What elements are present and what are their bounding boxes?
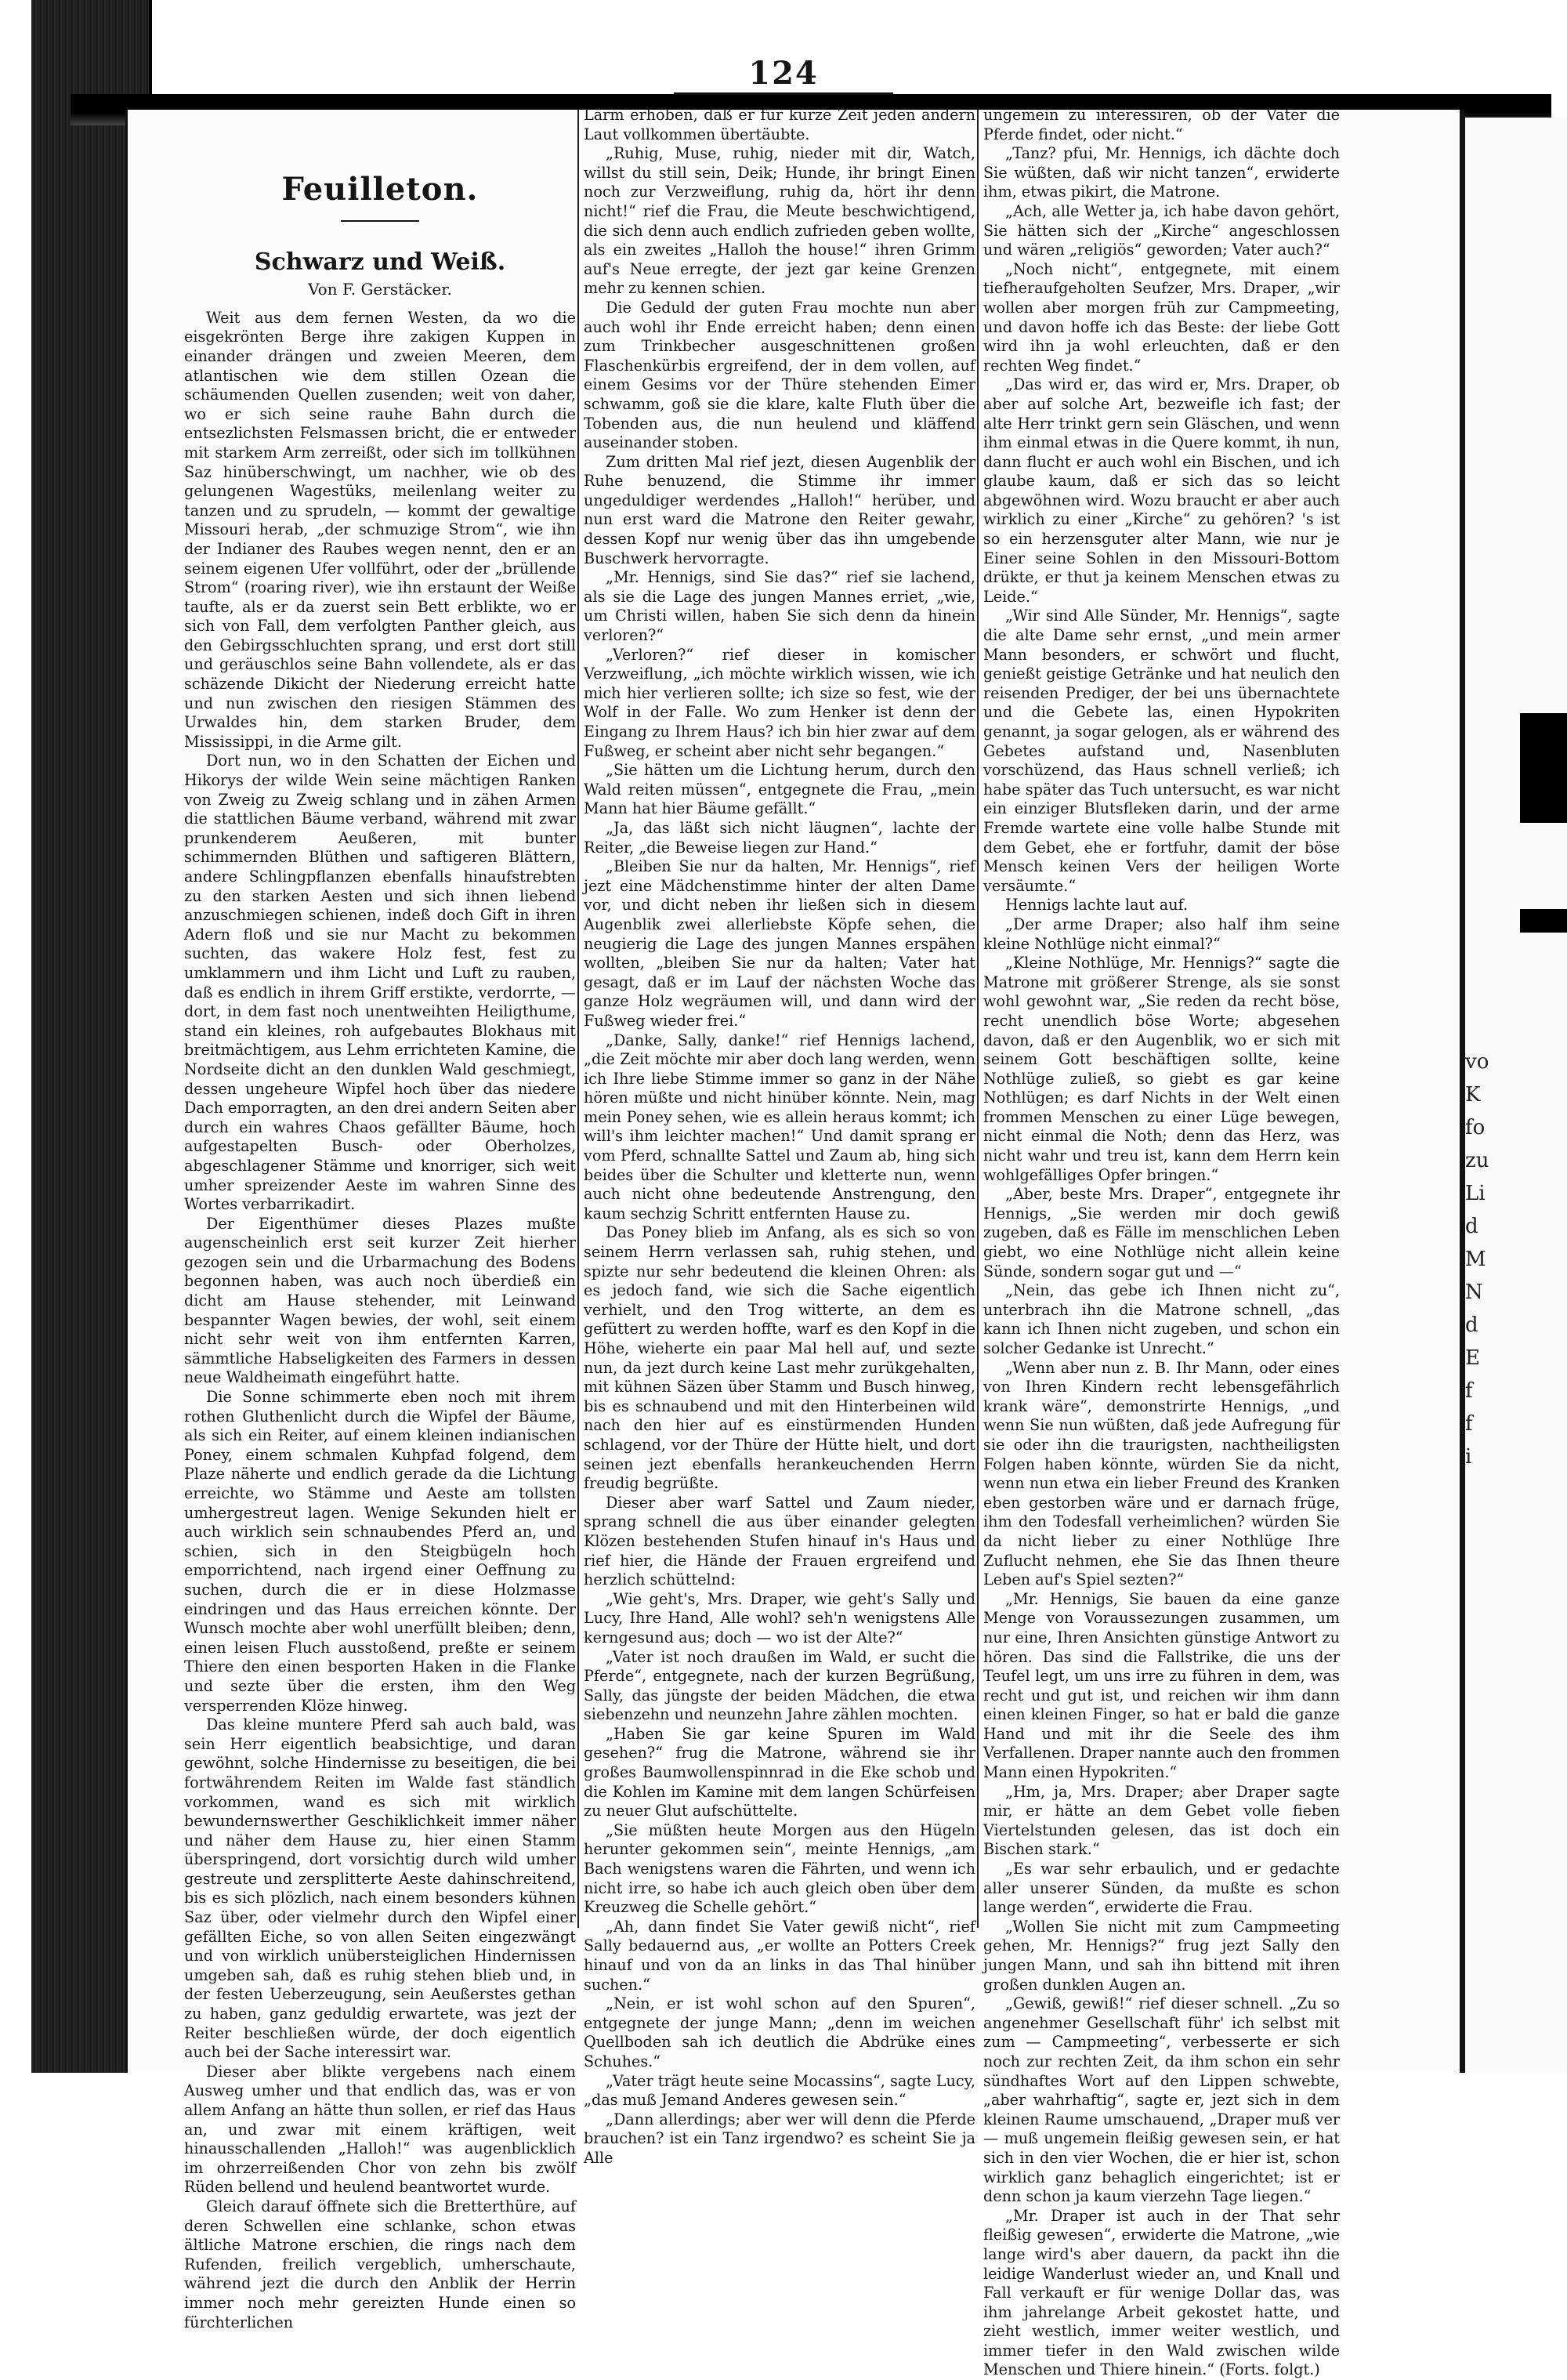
paragraph: „Das wird er, das wird er, Mrs. Draper, ob aber auf solche Art, bezweifle ich fast; der alte Herr trinkt gern sein Gläschen, und wenn ihm einmal etwas in die Quere kommt, ih nun, dann flucht er auch wohl ein Bischen, und ich glaube kaum, daß er sich das so leicht abgewöhnen wird. Wozu braucht er aber auch wirklich zu einer „Kirche“ zu gehören? 's ist so ein herzensguter alter Mann, wie nur je Einer seine Sohlen in den Missouri-Bottom drükte, er thut ja keinem Menschen etwas zu Leide.“ xyxy=(983,375,1340,606)
paragraph: Weit aus dem fernen Westen, da wo die eisgekrönten Berge ihre zakigen Kuppen in einander drängen und zweien Meeren, dem atlantischen wie dem stillen Ozean die schäumenden Quellen zusenden; weit von daher, wo er sich seine rauhe Bahn durch die entsezlichsten Felsmassen bricht, die er entweder mit starkem Arm zerreißt, oder sich im tollkühnen Saz hinüberschwingt, um nachher, wie ob des gelungenen Wagestüks, meilenlang weiter zu tanzen und zu sprudeln, — kommt der gewaltige Missouri herab, „der schmuzige Strom“, wie ihn der Indianer des Raubes wegen nennt, den er an seinem eigenen Ufer vollführt, oder der „brüllende Strom“ (roaring river), wie ihn erstaunt der Weiße taufte, als er da zuerst sein Bett erblikte, wo er sich von Fall, dem verfolgten Panther gleich, aus den Gebirgsschluchten sprang, und erst dort still und geräuschlos seine Bahn vollendete, als er das schäzende Dikicht der Niederung erreicht hatte und nun zwischen den riesigen Stämmen des Urwaldes hin, dem starken Bruder, dem Mississippi, in die Arme gilt. xyxy=(184,308,576,751)
adjacent-page-fragment: zu xyxy=(1465,1149,1489,1172)
paragraph: „Mr. Draper ist auch in der That sehr fleißig gewesen“, erwiderte die Matrone, „wie lange wird's aber dauern, da packt ihn die leidige Wanderlust wieder an, und Knall und Fall verkauft er für wenige Dollar das, was ihm jahrelange Arbeit gekostet hatte, und zieht westlich, immer weiter westlich, und immer tiefer in den Wald zwischen wilde Menschen und Thiere hinein.“ (Forts. folgt.) xyxy=(983,2206,1340,2379)
adjacent-page-rule xyxy=(1520,909,1567,933)
paragraph: Dort nun, wo in den Schatten der Eichen und Hikorys der wilde Wein seine mächtigen Ranken von Zweig zu Zweig schlang und in zähen Armen die stattlichen Bäume verband, während mit zwar prunkenderem Aeußeren, mit bunter schimmernden Blüthen und saftigeren Blättern, andere Schlingpflanzen ebenfalls hinaufstrebten zu den starken Aesten und sich ihnen liebend anzuschmiegen schienen, indeß doch Gift in ihren Adern floß und sie nur Macht zu bekommen suchten, das wakere Holz fest, fest zu umklammern und ihm Licht und Luft zu rauben, daß es endlich in ihrem Griff erstikte, verdorrte, — dort, in dem fast noch unentweihten Heiligthume, stand ein kleines, roh aufgebautes Blokhaus mit breitmächtigem, aus Lehm errichteten Kamine, die Nordseite dicht an den dunklen Wald geschmiegt, dessen ungeheure Wipfel hoch über das niedere Dach emporragten, an den drei andern Seiten aber durch ein wahres Chaos gefällter Bäume, hoch aufgestapelten Busch- oder Oberholzes, abgeschlagener Stämme und knorriger, sich weit umher spreizender Aeste im wahren Sinne des Wortes verbarrikadirt. xyxy=(184,752,576,1214)
paragraph: „Vater ist noch draußen im Wald, er sucht die Pferde“, entgegnete, nach der kurzen Begrüßung, Sally, das jüngste der beiden Mädchen, die etwa siebenzehn und neunzehn Jahre zählen mochten. xyxy=(584,1647,975,1724)
paragraph: „Verloren?“ rief dieser in komischer Verzweiflung, „ich möchte wirklich wissen, wie ich mich hier verlieren sollte; ich size so fest, wie der Wolf in der Falle. Wo zum Henker ist denn der Eingang zu Ihrem Haus? ich bin hier zwar auf dem Fußweg, er scheint aber nicht sehr begangen.“ xyxy=(584,645,975,760)
paragraph: „Nein, das gebe ich Ihnen nicht zu“, unterbrach ihn die Matrone schnell, „das kann ich Ihnen nicht zugeben, und schon ein solcher Gedanke ist Unrecht.“ xyxy=(983,1281,1340,1357)
paragraph: „Wenn aber nun z. B. Ihr Mann, oder eines von Ihren Kindern recht lebensgefährlich krank wäre“, demonstrirte Hennigs, „und wenn Sie nun wüßten, daß jede Aufregung für sie oder ihn die traurigsten, nachtheiligsten Folgen haben könnte, würden Sie da nicht, wenn nun etwa ein lieber Freund des Kranken eben gestorben wäre und er darnach früge, ihm den Todesfall verheimlichen? würden Sie da nicht lieber zu einer Nothlüge Ihre Zuflucht nehmen, ehe Sie das Ihnen theure Leben auf's Spiel sezten?“ xyxy=(983,1358,1340,1589)
paragraph: Lärm erhoben, daß er für kurze Zeit jeden andern Laut vollkommen übertäubte. xyxy=(584,106,975,143)
paragraph: Die Sonne schimmerte eben noch mit ihrem rothen Gluthenlicht durch die Wipfel der Bäume, als sich ein Reiter, auf einem kleinen indianischen Poney, einem schmalen Kuhpfad folgend, dem Plaze näherte und endlich gerade da die Lichtung erreichte, wo Stämme und Aeste am tollsten umhergestreut lagen. Wenige Sekunden hielt er auch wirklich sein schnaubendes Pferd an, und schien, sich in den Steigbügeln hoch emporrichtend, nach irgend einer Oeffnung zu suchen, durch die er in diese Holzmasse eindringen und das Haus erreichen könnte. Der Wunsch mochte aber wohl unerfüllt bleiben; denn, einen leisen Fluch ausstoßend, preßte er seinem Thiere den einen besporten Haken in die Flanke und sezte über die ersten, ihm den Weg versperrenden Klöze hinweg. xyxy=(184,1388,576,1715)
text-column-2 xyxy=(584,106,975,2168)
paragraph: „Noch nicht“, entgegnete, mit einem tiefheraufgeholten Seufzer, Mrs. Draper, „wir wollen aber morgen früh zur Campmeeting, und davon hoffe ich das Beste: der liebe Gott wird ihn ja wohl erleuchten, daß er den rechten Weg findet.“ xyxy=(983,259,1340,375)
paragraph: „Haben Sie gar keine Spuren im Wald gesehen?“ frug die Matrone, während sie ihr großes Baumwollenspinnrad in die Eke schob und die Kohlen im Kamine mit dem langen Schürfeisen zu neuer Glut aufschüttelte. xyxy=(584,1724,975,1820)
paragraph: Hennigs lachte laut auf. xyxy=(1005,896,1189,915)
adjacent-page-fragment: f xyxy=(1465,1412,1473,1436)
column-divider xyxy=(977,110,979,1928)
adjacent-page-fragment: Li xyxy=(1465,1182,1486,1205)
paragraph: „Bleiben Sie nur da halten, Mr. Hennigs“, rief jezt eine Mädchenstimme hinter der alten Dame vor, und dicht neben ihr ließen sich in diesem Augenblik zwei allerliebste Köpfe sehen, die neugierig die Lage des jungen Mannes erspähen wollten, „bleiben Sie nur da halten; Vater hat gesagt, daß er im Lauf der nächsten Woche das ganze Holz wegräumen will, und dann wird der Fußweg wieder frei.“ xyxy=(584,857,975,1030)
adjacent-page-fragment: K xyxy=(1465,1083,1481,1107)
paragraph: Das Poney blieb im Anfang, als es sich so von seinem Herrn verlassen sah, ruhig stehen, und spizte nur sehr bedeutend die kleinen Ohren: als es jedoch fand, wie sich die Sache eigentlich verhielt, und den Trog witterte, an dem es gefüttert zu werden hoffte, warf es den Kopf in die Höhe, wieherte ein paar Mal hell auf, und sezte nun, da jezt durch keine Last mehr zurükgehalten, mit kühnen Säzen über Stamm und Busch hinweg, bis es schnaubend und mit den Hinterbeinen wild nach den hier auf es einstürmenden Hunden schlagend, vor der Thüre der Hütte hielt, und dort seinen jezt ebenfalls herankeuchenden Herrn freudig begrüßte. xyxy=(584,1223,975,1493)
column-divider xyxy=(577,110,579,1928)
section-title: Feuilleton. xyxy=(281,171,479,208)
paragraph: „Ach, alle Wetter ja, ich habe davon gehört, Sie hätten sich der „Kirche“ angeschlossen und wären „religiös“ geworden; Vater auch?“ xyxy=(983,201,1340,259)
text-column-3 xyxy=(983,106,1340,2380)
byline: Von F. Gerstäcker. xyxy=(308,280,452,299)
adjacent-page-rule xyxy=(1520,713,1567,823)
paragraph: Der Eigenthümer dieses Plazes mußte augenscheinlich erst seit kurzer Zeit hierher gezogen sein und die Urbarmachung des Bodens begonnen haben, was auch noch überdieß ein dicht am Hause stehender, mit Leinwand bespannter Wagen bewies, der wohl, seit einem nicht sehr weit von ihm entfernten Karren, sämmtliche Habseligkeiten des Farmers in dessen neue Waldheimath eingeführt hatte. xyxy=(184,1214,576,1387)
paragraph: „Ah, dann findet Sie Vater gewiß nicht“, rief Sally bedauernd aus, „er wollte an Potters Creek hinauf und von da an links in das Thal hinüber suchen.“ xyxy=(584,1917,975,1994)
paragraph: „Gewiß, gewiß!“ rief dieser schnell. „Zu so angenehmer Gesellschaft führ' ich selbst mit zum — Campmeeting“, verbesserte er sich noch zur rechten Zeit, da ihm schon ein sehr sündhaftes Wort auf den Lippen schwebte, „aber wahrhaftig“, sagte er, jezt sich in dem kleinen Raume umschauend, „Draper muß ver — muß ungemein fleißig gewesen sein, er hat sich in den vier Wochen, die er hier ist, schon wirklich ganz behaglich eingerichtet; ist er denn schon ja kaum vierzehn Tage liegen.“ xyxy=(983,1994,1340,2206)
title-rule xyxy=(341,220,419,222)
adjacent-page-fragment: fo xyxy=(1465,1116,1486,1139)
paragraph: ungemein zu interessiren, ob der Vater die Pferde findet, oder nicht.“ xyxy=(983,106,1340,143)
paragraph: „Nein, er ist wohl schon auf den Spuren“, entgegnete der junge Mann; „denn im weichen Quellboden sah ich deutlich die Abdrüke eines Schuhes.“ xyxy=(584,1994,975,2070)
paragraph: „Wollen Sie nicht mit zum Campmeeting gehen, Mr. Hennigs?“ frug jezt Sally den jungen Mann, und sah ihn bittend mit ihren großen dunklen Augen an. xyxy=(983,1917,1340,1994)
paragraph: Dieser aber warf Sattel und Zaum nieder, sprang schnell die aus über einander gelegten Klözen bestehenden Stufen hinauf in's Haus und rief hier, die Hände der Frauen ergreifend und herzlich schüttelnd: xyxy=(584,1493,975,1589)
paragraph: „Danke, Sally, danke!“ rief Hennigs lachend, „die Zeit möchte mir aber doch lang werden, wenn ich Ihre liebe Stimme immer so ganz in der Nähe hören müßte und nicht hinüber könnte. Nein, mag mein Poney sehen, wie es allein heraus kommt; ich will's ihm leichter machen!“ Und damit sprang er vom Pferd, schnallte Sattel und Zaum ab, hing sich beides über die Schulter und kletterte nun, wenn auch nicht ohne bedeutende Anstrengung, den kaum sechzig Schritt entfernten Hause zu. xyxy=(584,1031,975,1223)
adjacent-page-edge xyxy=(1462,118,1567,2073)
paragraph: „Vater trägt heute seine Mocassins“, sagte Lucy, „das muß Jemand Anderes gewesen sein.“ xyxy=(584,2071,975,2110)
story-title: Schwarz und Weiß. xyxy=(254,248,506,276)
text-column-1 xyxy=(184,110,576,2332)
paragraph: Die Geduld der guten Frau mochte nun aber auch wohl ihr Ende erreicht haben; denn einen zum Trinkbecher ausgeschnittenen großen Flaschenkürbis ergreifend, der in dem vollen, auf einem Gesims vor der Thüre stehenden Eimer schwamm, goß sie die klare, kalte Fluth über die Tobenden aus, die nun heulend und kläffend auseinander stoben. xyxy=(584,298,975,452)
paragraph: „Wir sind Alle Sünder, Mr. Hennigs“, sagte die alte Dame sehr ernst, „und mein armer Mann besonders, er schwört und flucht, genießt geistige Getränke und hat neulich den reisenden Prediger, der bei uns übernachtete und die Gebete las, einen Hypokriten genannt, ja sogar gelogen, als er während des Gebetes aufstand und, Nasenbluten vorschüzend, das Haus schnell verließ; ich habe später das Tuch untersucht, es war nicht ein einziger Blutsfleken darin, und der arme Fremde wartete eine volle halbe Stunde mit dem Gebet, ehe er fortfuhr, damit der böse Mensch keinen Vers der heiligen Worte versäumte.“ xyxy=(983,607,1340,895)
paragraph: „Es war sehr erbaulich, und er gedachte aller unserer Sünden, da mußte es schon lange werden“, erwiderte die Frau. xyxy=(983,1860,1340,1917)
paragraph: „Dann allerdings; aber wer will denn die Pferde brauchen? ist ein Tanz irgendwo? es scheint Sie ja Alle xyxy=(584,2110,975,2167)
adjacent-page-fragment: i xyxy=(1465,1445,1472,1469)
adjacent-page-fragment: f xyxy=(1465,1379,1473,1403)
adjacent-page-fragment: vo xyxy=(1465,1050,1489,1074)
paragraph: „Mr. Hennigs, sind Sie das?“ rief sie lachend, als sie die Lage des jungen Mannes erriet, „wie, um Christi willen, haben Sie sich denn da hinein verloren?“ xyxy=(584,568,975,645)
paragraph: Gleich darauf öffnete sich die Bretterthüre, auf deren Schwellen eine schlanke, schon etwas ältliche Matrone erschien, die rings nach dem Rufenden, freilich vergeblich, umherschaute, während jezt die durch den Anblik der Herrin immer noch mehr gereizten Hunde einen so fürchterlichen xyxy=(184,2197,576,2331)
page-number-rule xyxy=(674,92,893,95)
paragraph: „Sie müßten heute Morgen aus den Hügeln herunter gekommen sein“, meinte Hennigs, „am Bach wenigstens waren die Fährten, und wenn ich nicht irre, so habe ich auch gleich oben über dem Kreuzweg die Schelle gehört.“ xyxy=(584,1820,975,1917)
paragraph: Zum dritten Mal rief jezt, diesen Augenblik der Ruhe benuzend, die Stimme ihr immer ungeduldiger werdendes „Halloh!“ herüber, und nun erst ward die Matrone den Reiter gewahr, dessen Kopf nur wenig über das ihn umgebende Buschwerk hervorragte. xyxy=(584,452,975,567)
paragraph: „Mr. Hennigs, Sie bauen da eine ganze Menge von Voraussezungen zusammen, um nur eine, Ihren Ansichten günstige Antwort zu hören. Das sind die Fallstrike, die uns der Teufel legt, um uns irre zu führen in dem, was recht und gut ist, und reichen wir ihm dann einen kleinen Finger, so hat er bald die ganze Hand und mit ihr die Seele des ihm Verfallenen. Draper nannte auch den frommen Mann einen Hypokriten.“ xyxy=(983,1589,1340,1782)
page-number: 124 xyxy=(748,55,819,92)
paragraph: Das kleine muntere Pferd sah auch bald, was sein Herr eigentlich beabsichtige, und daran gewöhnt, solche Hindernisse zu beseitigen, die bei fortwährendem Reiten im Walde fast ständlich vorkommen, wand es sich mit wirklich bewundernswerther Geschiklichkeit immer näher und näher dem Hause zu, hier einen Stamm überspringend, dort vorsichtig durch wild umher gestreute und zersplitterte Aeste dahinschreitend, bis es sich plözlich, nach einem besonders kühnen Saz über, oder vielmehr durch den Wipfel einer gefällten Eiche, so von allen Seiten eingezwängt und von wirklich unübersteiglichen Hindernissen umgeben sah, daß es ruhig stehen blieb und, in der festen Ueberzeugung, sein Aeußerstes gethan zu haben, ganz geduldig erwartete, was jezt der Reiter beschließen würde, der doch eigentlich auch bei der Sache interessirt war. xyxy=(184,1715,576,2062)
paragraph: „Wie geht's, Mrs. Draper, wie geht's Sally und Lucy, Ihre Hand, Alle wohl? seh'n wenigstens Alle kerngesund aus; doch — wo ist der Alte?“ xyxy=(584,1589,975,1646)
page-border xyxy=(1460,110,1464,2073)
paragraph: „Tanz? pfui, Mr. Hennigs, ich dächte doch Sie wüßten, daß wir nicht tanzen“, erwiderte ihm, etwas pikirt, die Matrone. xyxy=(983,144,1340,201)
adjacent-page-fragment: d xyxy=(1465,1313,1478,1337)
paragraph: „Kleine Nothlüge, Mr. Hennigs?“ sagte die Matrone mit größerer Strenge, als sie sonst wohl gewohnt war, „Sie reden da recht böse, recht unendlich böse Worte; abgesehen davon, daß er den Augenblik, wo er sich mit seinem Gott beschäftigen sollte, keine Nothlüge zuließ, so giebt es gar keine Nothlügen; es darf Nichts in der Welt einen frommen Menschen zu einer Lüge bewegen, nicht einmal die Noth; denn das Herz, was nicht wahr und treu ist, kann dem Herrn kein wohlgefälliges Opfer bringen.“ xyxy=(983,954,1340,1184)
paragraph: „Aber, beste Mrs. Draper“, entgegnete ihr Hennigs, „Sie werden mir doch gewiß zugeben, daß es Fälle im menschlichen Leben giebt, wo eine Nothlüge nicht allein keine Sünde, sondern sogar gut und —“ xyxy=(983,1185,1340,1281)
paragraph: „Hm, ja, Mrs. Draper; aber Draper sagte mir, er hätte an dem Gebet volle fieben Viertelstunden gelesen, das ist doch ein Bischen stark.“ xyxy=(983,1782,1340,1859)
adjacent-page-fragment: M xyxy=(1465,1248,1486,1271)
paragraph: „Ruhig, Muse, ruhig, nieder mit dir, Watch, willst du still sein, Deik; Hunde, ihr bringt Einen noch zur Verzweiflung, ruhig da, hört ihr denn nicht!“ rief die Frau, die Meute beschwichtigend, die sich denn auch endlich zufrieden geben wollte, als ein zweites „Halloh the house!“ ihren Grimm auf's Neue erregte, der jezt gar keine Grenzen mehr zu kennen schien. xyxy=(584,144,975,298)
paragraph: „Der arme Draper; also half ihm seine kleine Nothlüge nicht einmal?“ xyxy=(983,915,1340,953)
paragraph: „Ja, das läßt sich nicht läugnen“, lachte der Reiter, „die Beweise liegen zur Hand.“ xyxy=(584,818,975,857)
paragraph: „Sie hätten um die Lichtung herum, durch den Wald reiten müssen“, entgegnete die Frau, „mein Mann hat hier Bäume gefällt.“ xyxy=(584,761,975,818)
paragraph: Dieser aber blikte vergebens nach einem Ausweg umher und that endlich das, was er von allem Anfang an hätte thun sollen, er rief das Haus an, und zwar mit einem kräftigen, weit hinausschallenden „Halloh!“ was augenblicklich im ohrzerreißenden Chor von zehn bis zwölf Rüden bellend und heulend beantwortet wurde. xyxy=(184,2062,576,2197)
adjacent-page-fragment: N xyxy=(1465,1281,1483,1304)
adjacent-page-fragment: E xyxy=(1465,1346,1480,1370)
adjacent-page-fragment: d xyxy=(1465,1215,1478,1238)
